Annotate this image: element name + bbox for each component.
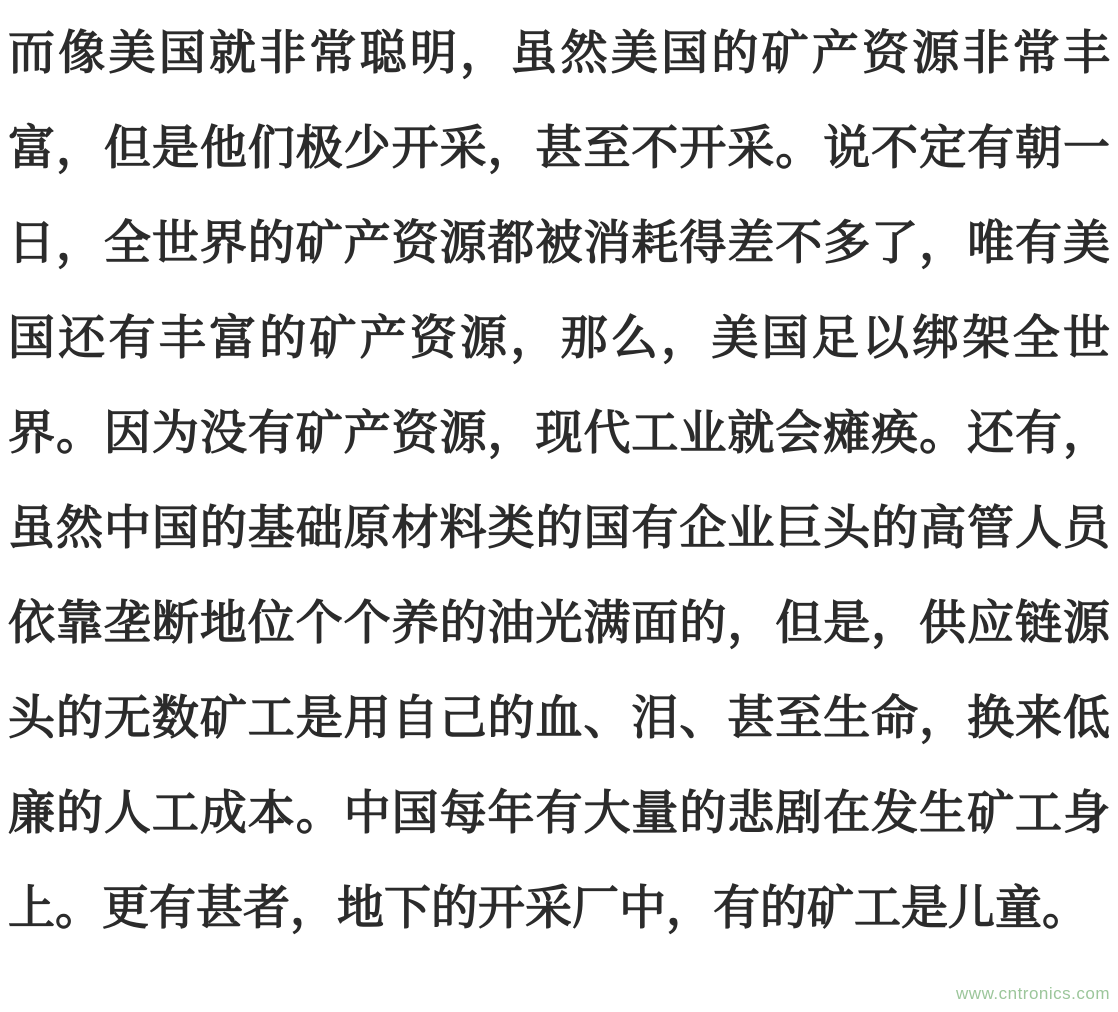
watermark-text: www.cntronics.com <box>956 984 1110 1003</box>
article-body-text: 而像美国就非常聪明，虽然美国的矿产资源非常丰富，但是他们极少开采，甚至不开采。说不定有朝一日，全世界的矿产资源都被消耗得差不多了，唯有美国还有丰富的矿产资源，那么，美国足以绑架全世界。因为没有矿产资源，现代工业就会瘫痪。还有，虽然中国的基础原材料类的国有企业巨头的高管人员依靠垄断地位个个养的油光满面的，但是，供应链源头的无数矿工是用自己的血、泪、甚至生命，换来低廉的人工成本。中国每年有大量的悲剧在发生矿工身上。更有甚者，地下的开采厂中，有的矿工是儿童。 <box>8 26 1110 936</box>
